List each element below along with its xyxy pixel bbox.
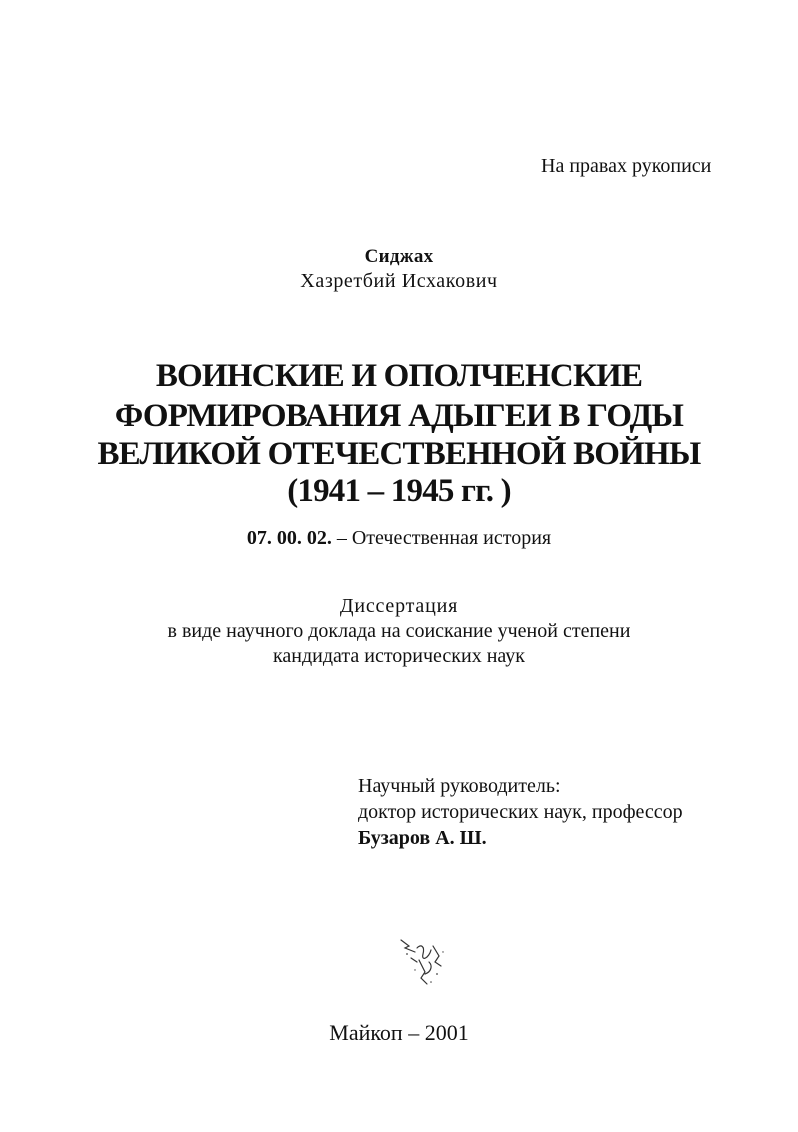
- title-line-2: ФОРМИРОВАНИЯ АДЫГЕИ В ГОДЫ: [114, 398, 684, 434]
- supervisor-label: Научный руководитель:: [358, 775, 561, 797]
- specialty-name: – Отечественная история: [331, 527, 552, 549]
- supervisor-degree: доктор исторических наук, профессор: [358, 801, 683, 823]
- author-given-names: Хазретбий Исхакович: [300, 270, 498, 292]
- specialty-code: 07. 00. 02.: [246, 527, 332, 549]
- author-surname: Сиджах: [364, 246, 434, 267]
- specialty: [0, 527, 798, 550]
- signature-mark: [395, 932, 455, 992]
- title-line-3: ВЕЛИКОЙ ОТЕЧЕСТВЕННОЙ ВОЙНЫ: [97, 436, 701, 472]
- dissertation-type: Диссертация: [339, 595, 459, 617]
- title-line-1: ВОИНСКИЕ И ОПОЛЧЕНСКИЕ: [155, 358, 643, 394]
- city-year: Майкоп – 2001: [329, 1020, 469, 1045]
- title-line-4: (1941 – 1945 гг. ): [287, 473, 511, 509]
- supervisor-name: Бузаров А. Ш.: [358, 827, 487, 849]
- dissertation-degree: кандидата исторических наук: [272, 645, 526, 667]
- rights-notice: На правах рукописи: [541, 155, 712, 177]
- dissertation-purpose: в виде научного доклада на соискание ученой степени: [167, 620, 631, 642]
